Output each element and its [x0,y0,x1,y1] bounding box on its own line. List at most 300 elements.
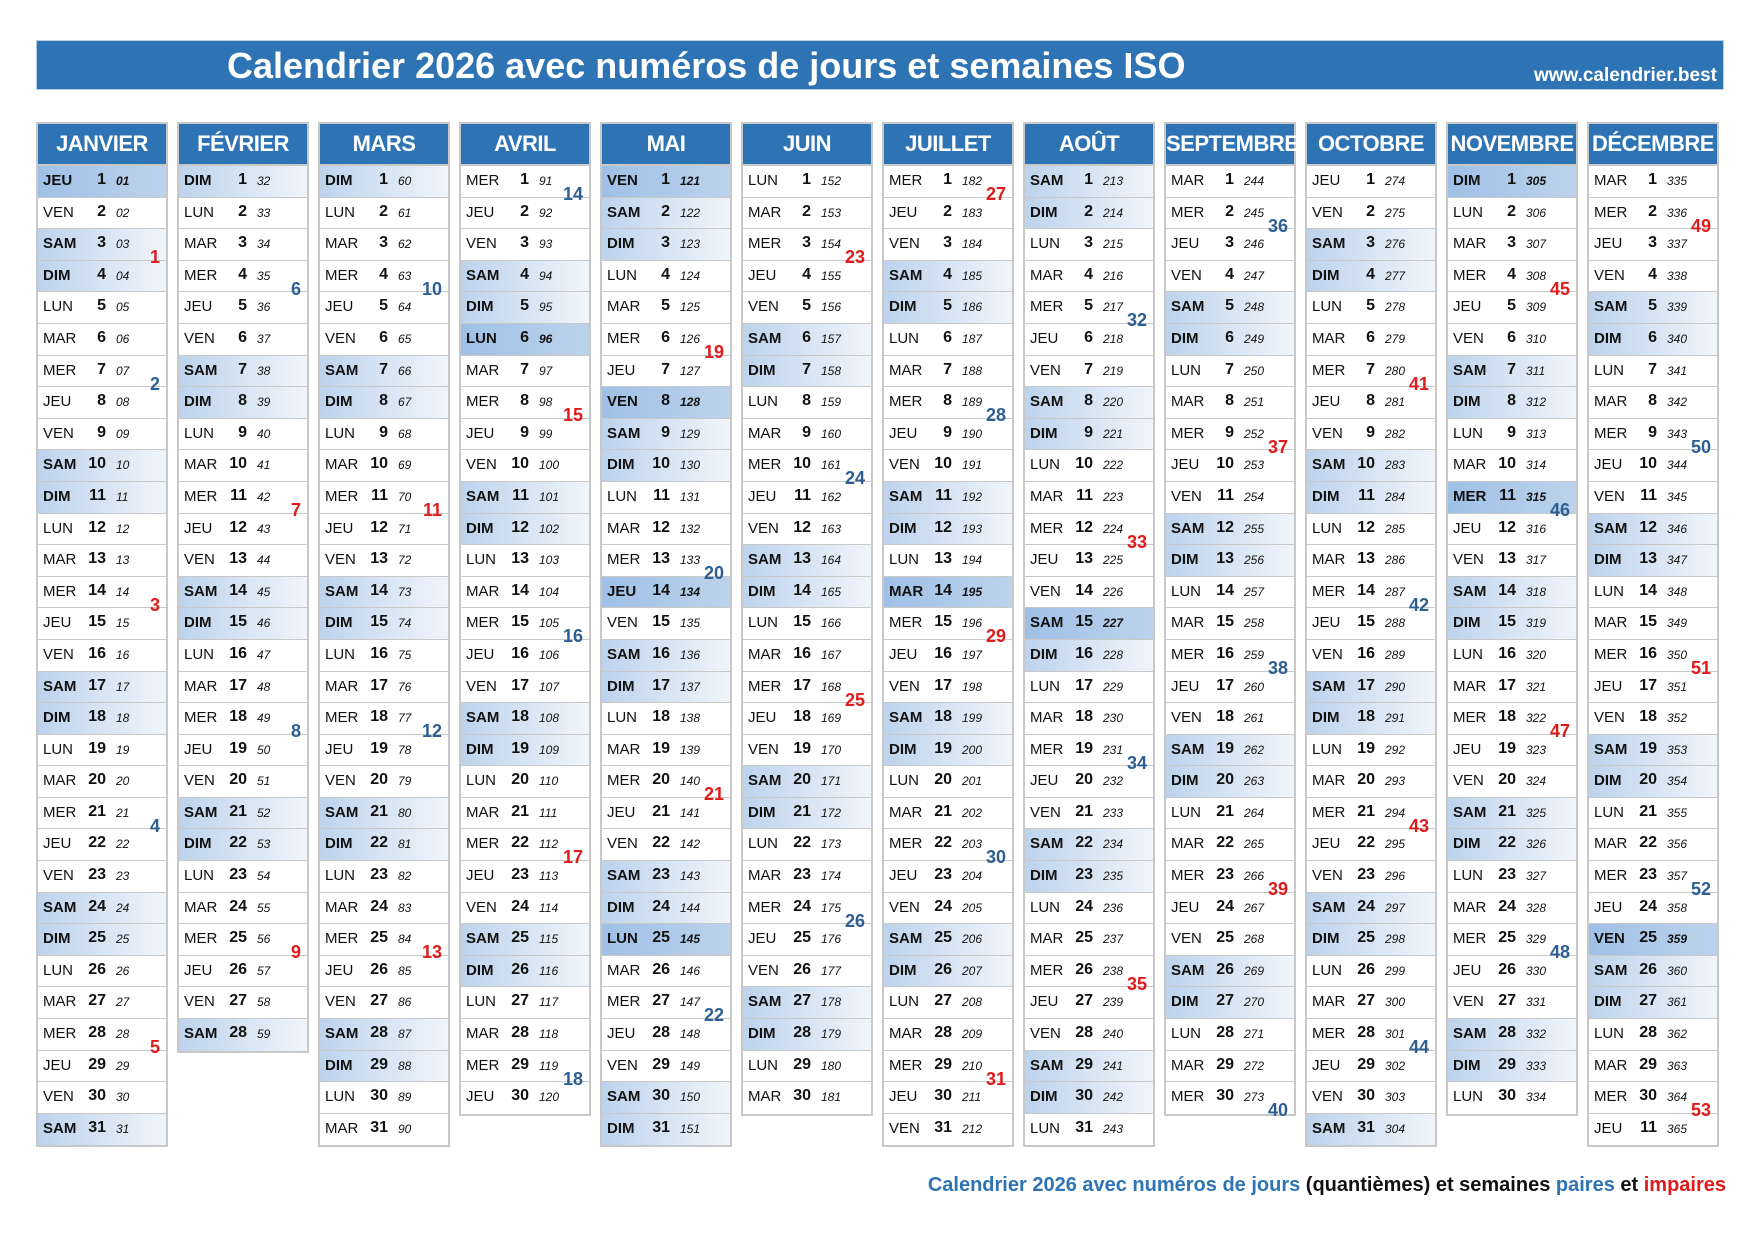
day-row[interactable] [38,956,166,988]
day-row[interactable] [1307,514,1435,546]
day-row[interactable] [320,198,448,230]
day-row[interactable] [884,166,1012,204]
day-row[interactable] [1448,577,1576,609]
day-row[interactable] [1307,987,1435,1019]
day-row[interactable] [1448,450,1576,482]
day-row[interactable] [179,387,307,419]
day-row[interactable] [320,924,448,963]
day-row[interactable] [1448,640,1576,672]
day-row[interactable] [461,482,589,514]
day-row[interactable] [1166,861,1294,900]
day-row[interactable] [602,987,730,1026]
day-row[interactable] [1025,672,1153,704]
day-row[interactable] [1589,419,1717,457]
day-row[interactable] [1166,766,1294,798]
day-row[interactable] [38,766,166,798]
day-row[interactable] [1589,1019,1717,1051]
day-row[interactable] [38,829,166,861]
day-row[interactable] [461,577,589,609]
day-row[interactable] [1166,419,1294,457]
day-row[interactable] [38,387,166,419]
day-row[interactable] [1448,229,1576,261]
day-row[interactable] [602,956,730,988]
day-row[interactable] [1166,1019,1294,1051]
day-row[interactable] [1307,577,1435,615]
day-row[interactable] [1448,387,1576,419]
day-row[interactable] [1307,1114,1435,1146]
day-row[interactable] [179,861,307,893]
day-row[interactable] [884,292,1012,324]
day-row[interactable] [743,987,871,1019]
day-row[interactable] [179,261,307,299]
day-row[interactable] [38,577,166,615]
day-row[interactable] [1166,829,1294,861]
day-row[interactable] [743,419,871,451]
day-row[interactable] [1166,703,1294,735]
day-row[interactable] [1025,166,1153,198]
day-row[interactable] [461,292,589,324]
day-row[interactable] [1025,735,1153,773]
day-row[interactable] [1307,292,1435,324]
day-row[interactable] [884,924,1012,956]
day-row[interactable] [179,545,307,577]
day-row[interactable] [602,292,730,324]
day-row[interactable] [1025,450,1153,482]
day-row[interactable] [461,387,589,426]
day-row[interactable] [884,1019,1012,1051]
day-row[interactable] [1589,198,1717,236]
day-row[interactable] [884,893,1012,925]
day-row[interactable] [38,1019,166,1058]
day-row[interactable] [602,261,730,293]
day-row[interactable] [320,829,448,861]
day-row[interactable] [320,798,448,830]
day-row[interactable] [743,798,871,830]
day-row[interactable] [1589,482,1717,514]
day-row[interactable] [320,703,448,742]
day-row[interactable] [179,356,307,388]
day-row[interactable] [320,893,448,925]
day-row[interactable] [743,545,871,577]
day-row[interactable] [1025,419,1153,451]
day-row[interactable] [179,450,307,482]
day-row[interactable] [743,514,871,546]
day-row[interactable] [602,766,730,805]
day-row[interactable] [38,356,166,394]
day-row[interactable] [743,450,871,489]
day-row[interactable] [38,292,166,324]
day-row[interactable] [179,1019,307,1051]
day-row[interactable] [1166,798,1294,830]
day-row[interactable] [743,356,871,388]
day-row[interactable] [461,608,589,647]
day-row[interactable] [1589,514,1717,546]
day-row[interactable] [602,640,730,672]
day-row[interactable] [743,387,871,419]
day-row[interactable] [461,1019,589,1051]
day-row[interactable] [1448,198,1576,230]
day-row[interactable] [1589,924,1717,956]
day-row[interactable] [602,198,730,230]
day-row[interactable] [1166,640,1294,678]
day-row[interactable] [1166,956,1294,988]
day-row[interactable] [743,735,871,767]
day-row[interactable] [38,924,166,956]
day-row[interactable] [743,766,871,798]
day-row[interactable] [743,324,871,356]
day-row[interactable] [38,893,166,925]
day-row[interactable] [1307,356,1435,394]
day-row[interactable] [461,545,589,577]
day-row[interactable] [38,229,166,268]
day-row[interactable] [1025,924,1153,956]
day-row[interactable] [320,766,448,798]
day-row[interactable] [1025,861,1153,893]
day-row[interactable] [1025,482,1153,514]
day-row[interactable] [602,1082,730,1114]
day-row[interactable] [1025,261,1153,293]
day-row[interactable] [38,798,166,836]
day-row[interactable] [1025,1051,1153,1083]
day-row[interactable] [884,1051,1012,1089]
day-row[interactable] [743,956,871,988]
day-row[interactable] [1025,829,1153,861]
day-row[interactable] [1307,450,1435,482]
day-row[interactable] [602,545,730,584]
day-row[interactable] [602,450,730,482]
day-row[interactable] [1166,1051,1294,1083]
day-row[interactable] [884,735,1012,767]
day-row[interactable] [179,166,307,198]
day-row[interactable] [1589,261,1717,293]
day-row[interactable] [743,1082,871,1114]
day-row[interactable] [1025,1082,1153,1114]
day-row[interactable] [1589,166,1717,198]
day-row[interactable] [179,198,307,230]
day-row[interactable] [884,514,1012,546]
day-row[interactable] [884,829,1012,868]
day-row[interactable] [743,577,871,609]
day-row[interactable] [1589,829,1717,861]
day-row[interactable] [884,956,1012,988]
day-row[interactable] [1589,1082,1717,1121]
day-row[interactable] [1166,482,1294,514]
day-row[interactable] [179,608,307,640]
day-row[interactable] [1307,1019,1435,1058]
day-row[interactable] [1589,577,1717,609]
day-row[interactable] [179,956,307,988]
day-row[interactable] [1025,1019,1153,1051]
day-row[interactable] [1448,703,1576,742]
day-row[interactable] [38,545,166,577]
day-row[interactable] [38,1114,166,1146]
day-row[interactable] [1307,482,1435,514]
day-row[interactable] [1166,545,1294,577]
day-row[interactable] [38,672,166,704]
day-row[interactable] [320,450,448,482]
day-row[interactable] [1448,861,1576,893]
day-row[interactable] [320,229,448,261]
day-row[interactable] [602,1051,730,1083]
day-row[interactable] [1025,640,1153,672]
day-row[interactable] [1025,577,1153,609]
day-row[interactable] [320,324,448,356]
day-row[interactable] [1589,292,1717,324]
day-row[interactable] [1589,640,1717,678]
day-row[interactable] [1166,356,1294,388]
day-row[interactable] [884,545,1012,577]
day-row[interactable] [38,482,166,514]
day-row[interactable] [1448,829,1576,861]
day-row[interactable] [179,798,307,830]
day-row[interactable] [743,1051,871,1083]
day-row[interactable] [1448,356,1576,388]
day-row[interactable] [1589,861,1717,900]
day-row[interactable] [1589,956,1717,988]
day-row[interactable] [320,987,448,1019]
day-row[interactable] [320,482,448,520]
day-row[interactable] [320,1019,448,1051]
day-row[interactable] [1448,1082,1576,1114]
day-row[interactable] [1025,608,1153,640]
day-row[interactable] [602,1114,730,1146]
day-row[interactable] [1307,703,1435,735]
day-row[interactable] [884,387,1012,426]
day-row[interactable] [1448,608,1576,640]
day-row[interactable] [179,229,307,261]
day-row[interactable] [1025,292,1153,331]
day-row[interactable] [1307,798,1435,836]
day-row[interactable] [320,861,448,893]
day-row[interactable] [1025,387,1153,419]
day-row[interactable] [1166,577,1294,609]
day-row[interactable] [1448,166,1576,198]
day-row[interactable] [38,1082,166,1114]
day-row[interactable] [1448,766,1576,798]
day-row[interactable] [884,608,1012,647]
day-row[interactable] [602,861,730,893]
day-row[interactable] [1589,798,1717,830]
day-row[interactable] [38,324,166,356]
day-row[interactable] [1307,229,1435,261]
day-row[interactable] [1166,514,1294,546]
day-row[interactable] [1166,1082,1294,1121]
day-row[interactable] [461,703,589,735]
day-row[interactable] [1166,735,1294,767]
day-row[interactable] [1307,956,1435,988]
day-row[interactable] [743,198,871,230]
day-row[interactable] [179,987,307,1019]
day-row[interactable] [602,229,730,261]
day-row[interactable] [461,356,589,388]
day-row[interactable] [743,1019,871,1051]
day-row[interactable] [602,735,730,767]
day-row[interactable] [320,356,448,388]
day-row[interactable] [179,893,307,925]
day-row[interactable] [320,672,448,704]
day-row[interactable] [884,798,1012,830]
day-row[interactable] [1025,514,1153,552]
day-row[interactable] [884,450,1012,482]
day-row[interactable] [602,514,730,546]
day-row[interactable] [1166,924,1294,956]
day-row[interactable] [320,545,448,577]
day-row[interactable] [1166,387,1294,419]
day-row[interactable] [743,292,871,324]
day-row[interactable] [1166,987,1294,1019]
day-row[interactable] [884,482,1012,514]
day-row[interactable] [38,987,166,1019]
day-row[interactable] [179,419,307,451]
day-row[interactable] [38,514,166,546]
day-row[interactable] [38,608,166,640]
day-row[interactable] [884,1114,1012,1146]
day-row[interactable] [1025,703,1153,735]
day-row[interactable] [743,640,871,672]
day-row[interactable] [38,419,166,451]
day-row[interactable] [743,829,871,861]
day-row[interactable] [320,608,448,640]
day-row[interactable] [1448,324,1576,356]
day-row[interactable] [38,861,166,893]
day-row[interactable] [461,766,589,798]
day-row[interactable] [461,735,589,767]
day-row[interactable] [602,703,730,735]
day-row[interactable] [884,672,1012,704]
day-row[interactable] [1307,640,1435,672]
day-row[interactable] [1448,672,1576,704]
day-row[interactable] [1589,324,1717,356]
day-row[interactable] [1307,166,1435,198]
day-row[interactable] [461,324,589,356]
day-row[interactable] [38,450,166,482]
day-row[interactable] [743,861,871,893]
day-row[interactable] [461,956,589,988]
day-row[interactable] [743,672,871,710]
day-row[interactable] [602,829,730,861]
day-row[interactable] [884,229,1012,261]
day-row[interactable] [1448,987,1576,1019]
day-row[interactable] [1307,893,1435,925]
day-row[interactable] [461,672,589,704]
day-row[interactable] [1307,1082,1435,1114]
day-row[interactable] [179,324,307,356]
day-row[interactable] [1448,893,1576,925]
day-row[interactable] [1589,703,1717,735]
day-row[interactable] [1448,1051,1576,1083]
day-row[interactable] [461,261,589,293]
day-row[interactable] [461,987,589,1019]
day-row[interactable] [1166,324,1294,356]
day-row[interactable] [38,703,166,735]
day-row[interactable] [1448,1019,1576,1051]
day-row[interactable] [320,419,448,451]
day-row[interactable] [461,166,589,204]
day-row[interactable] [602,166,730,198]
day-row[interactable] [1307,766,1435,798]
day-row[interactable] [884,766,1012,798]
day-row[interactable] [38,735,166,767]
day-row[interactable] [1166,292,1294,324]
day-row[interactable] [179,482,307,520]
day-row[interactable] [179,735,307,767]
day-row[interactable] [1166,608,1294,640]
day-row[interactable] [320,1051,448,1083]
day-row[interactable] [320,261,448,299]
day-row[interactable] [1448,545,1576,577]
day-row[interactable] [1589,387,1717,419]
day-row[interactable] [602,608,730,640]
day-row[interactable] [320,1082,448,1114]
day-row[interactable] [320,166,448,198]
day-row[interactable] [179,577,307,609]
day-row[interactable] [743,608,871,640]
day-row[interactable] [602,924,730,956]
day-row[interactable] [461,893,589,925]
day-row[interactable] [320,1114,448,1146]
day-row[interactable] [1589,1051,1717,1083]
day-row[interactable] [1448,419,1576,451]
day-row[interactable] [461,1051,589,1089]
day-row[interactable] [1025,1114,1153,1146]
day-row[interactable] [320,577,448,609]
day-row[interactable] [743,166,871,198]
day-row[interactable] [1166,198,1294,236]
day-row[interactable] [38,198,166,230]
day-row[interactable] [38,166,166,198]
day-row[interactable] [461,514,589,546]
day-row[interactable] [884,703,1012,735]
day-row[interactable] [1025,356,1153,388]
day-row[interactable] [1307,324,1435,356]
day-row[interactable] [1307,735,1435,767]
day-row[interactable] [1166,261,1294,293]
day-row[interactable] [884,324,1012,356]
day-row[interactable] [179,924,307,963]
day-row[interactable] [743,893,871,931]
day-row[interactable] [1025,229,1153,261]
day-row[interactable] [1025,798,1153,830]
day-row[interactable] [179,514,307,546]
day-row[interactable] [179,766,307,798]
day-row[interactable] [1589,356,1717,388]
day-row[interactable] [179,672,307,704]
day-row[interactable] [1307,861,1435,893]
day-row[interactable] [1307,672,1435,704]
day-row[interactable] [461,450,589,482]
day-row[interactable] [1589,608,1717,640]
day-row[interactable] [1448,261,1576,299]
day-row[interactable] [602,893,730,925]
day-row[interactable] [461,829,589,868]
day-row[interactable] [179,640,307,672]
day-row[interactable] [38,261,166,293]
day-row[interactable] [743,229,871,268]
day-row[interactable] [461,229,589,261]
day-row[interactable] [602,324,730,362]
day-row[interactable] [461,798,589,830]
day-row[interactable] [1307,261,1435,293]
day-row[interactable] [884,261,1012,293]
day-row[interactable] [461,924,589,956]
day-row[interactable] [602,419,730,451]
day-row[interactable] [1448,798,1576,830]
day-row[interactable] [884,987,1012,1019]
day-row[interactable] [1448,482,1576,520]
day-row[interactable] [602,387,730,419]
day-row[interactable] [179,703,307,742]
day-row[interactable] [884,577,1012,609]
